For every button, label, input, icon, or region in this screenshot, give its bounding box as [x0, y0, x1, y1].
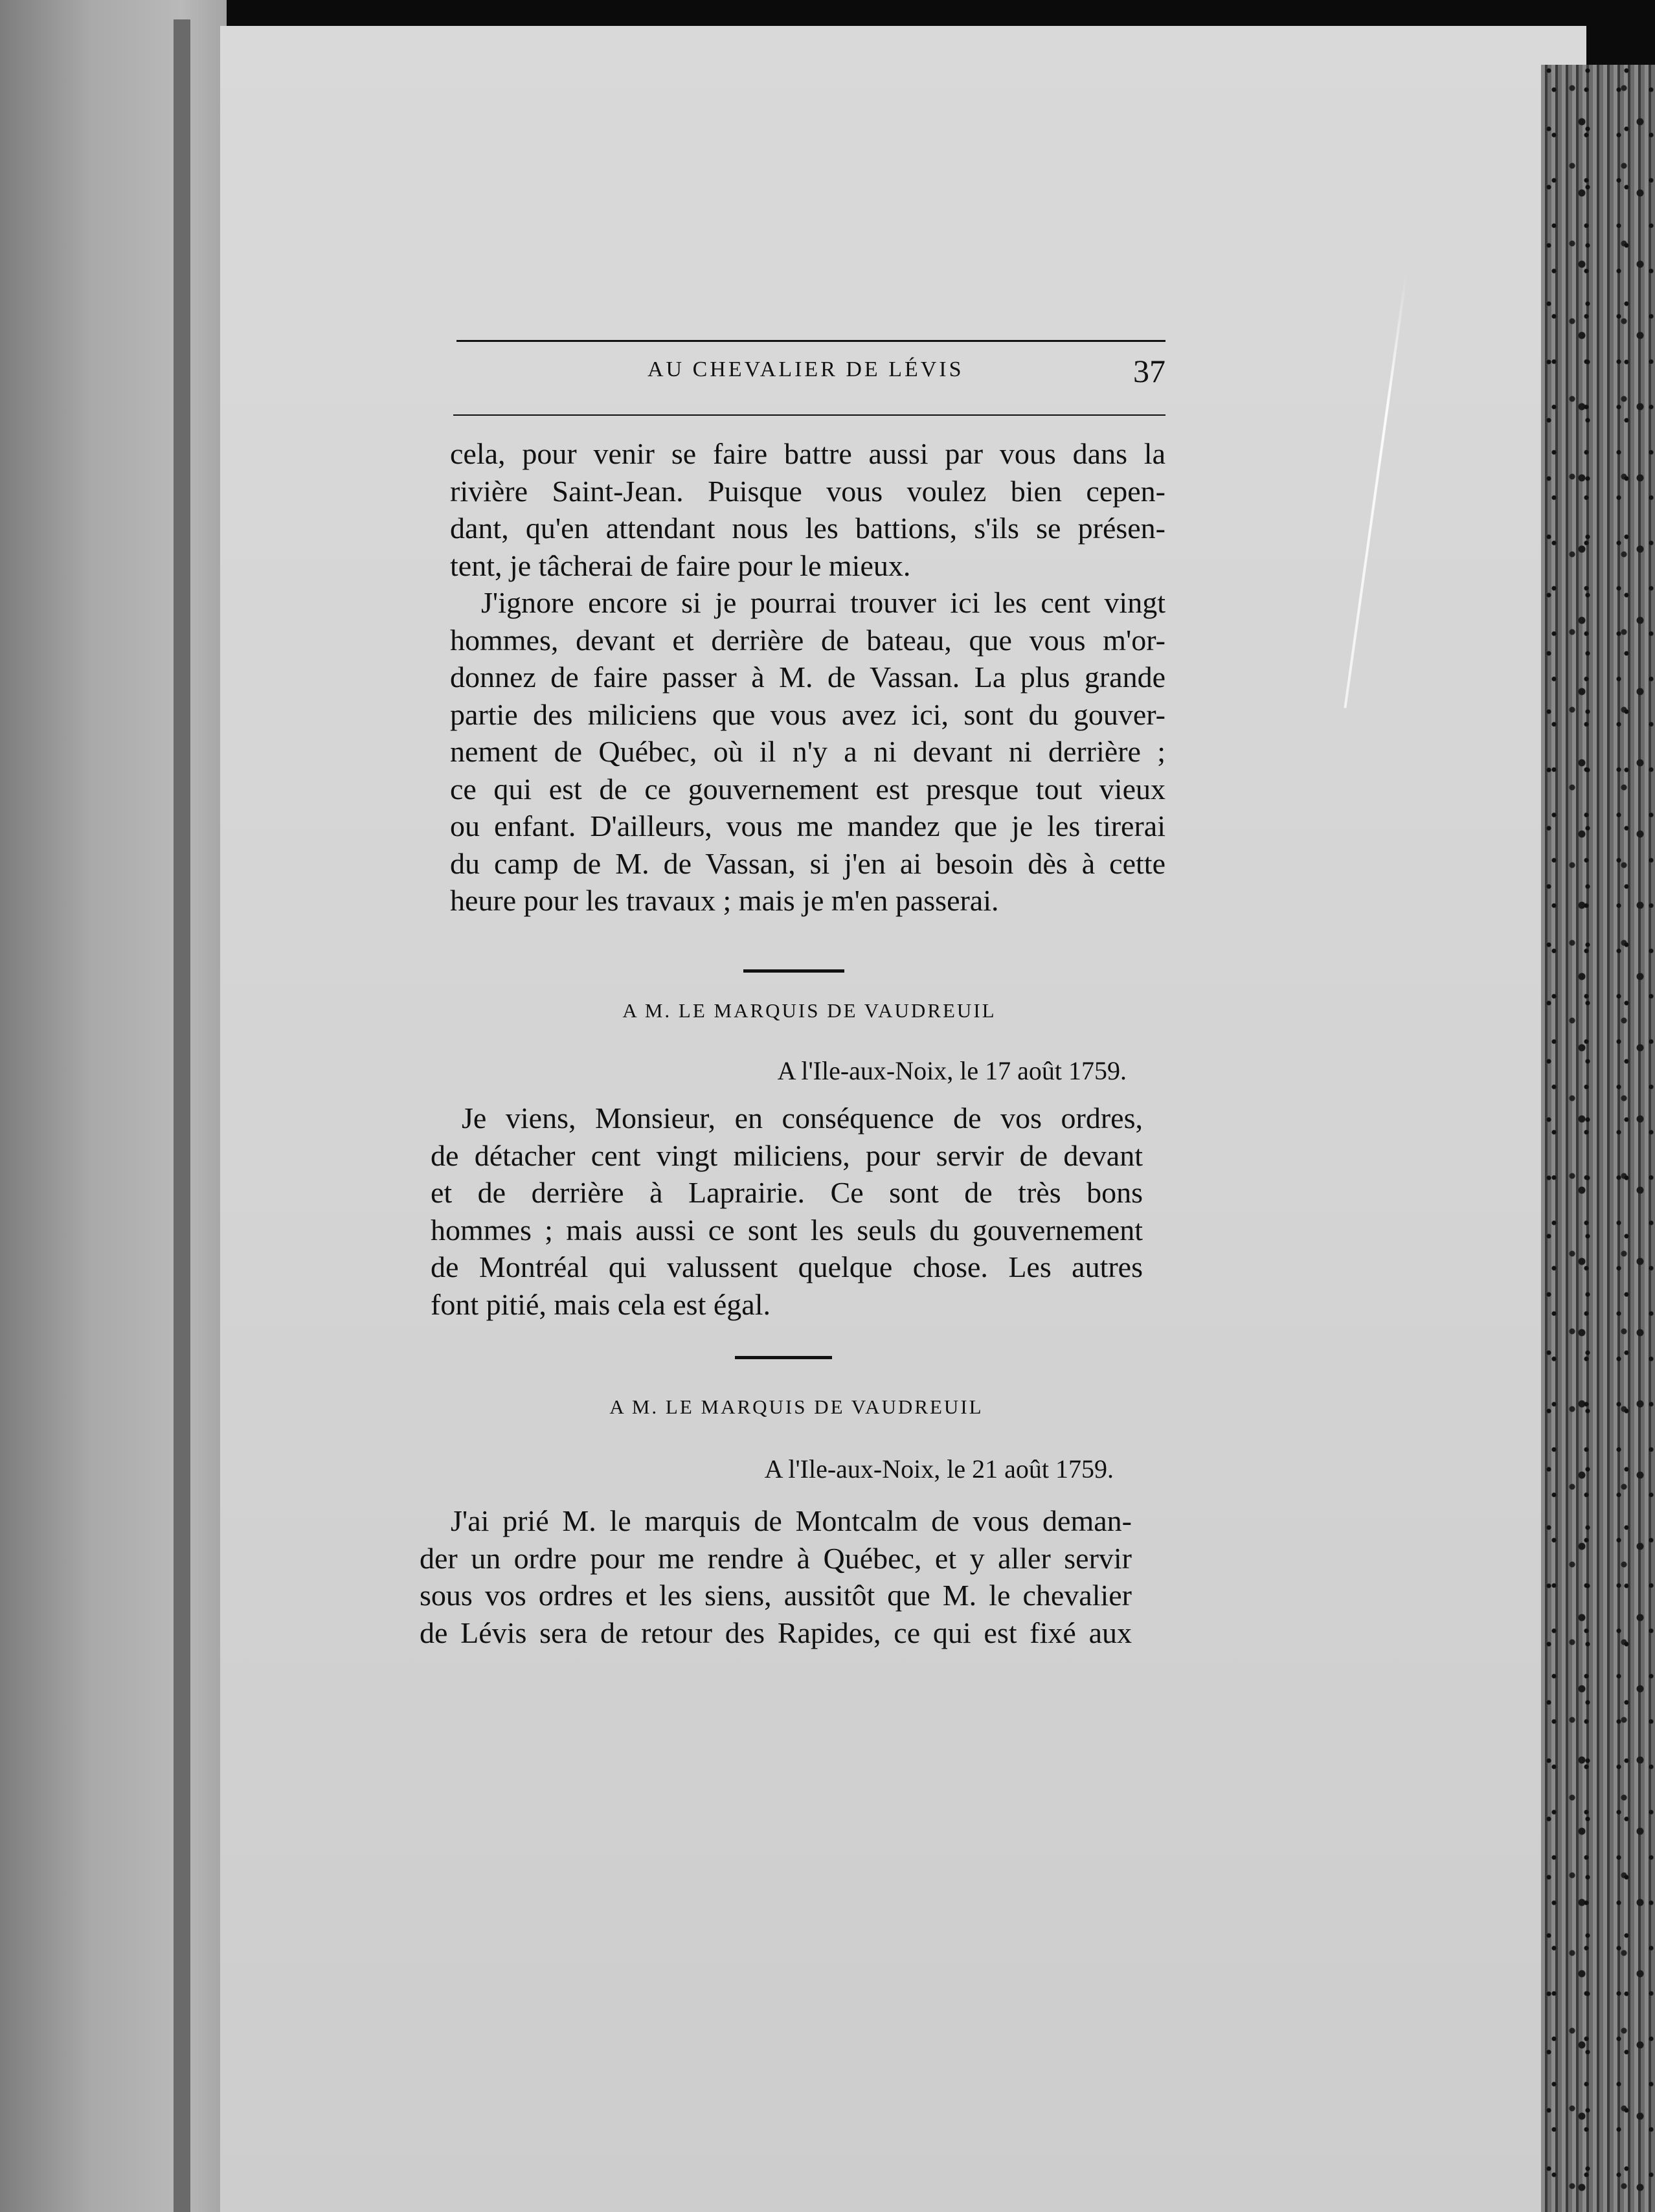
text-line: sous vos ordres et les siens, aussitôt que M. le chevalier — [420, 1579, 1132, 1612]
text-line: nement de Québec, où il n'y a ni devant ni derrière ; — [450, 735, 1165, 768]
text-line: J'ignore encore si je pourrai trouver ici les cent vingt — [481, 586, 1165, 619]
text-line: et de derrière à Laprairie. Ce sont de très bons — [431, 1176, 1143, 1209]
running-title: AU CHEVALIER DE LÉVIS — [647, 357, 964, 381]
left-page-margin — [0, 0, 227, 2212]
section-divider — [743, 969, 844, 973]
text-line: hommes, devant et derrière de bateau, que vous m'or- — [450, 623, 1165, 657]
text-line: der un ordre pour me rendre à Québec, et y aller servir — [420, 1541, 1132, 1575]
header-rule-top — [456, 340, 1165, 342]
text-line: du camp de M. de Vassan, si j'en ai besoin dès à cette — [450, 846, 1165, 880]
page-number: 37 — [1133, 353, 1165, 389]
text-line: cela, pour venir se faire battre aussi par vous dans la — [450, 437, 1165, 470]
text-line: Je viens, Monsieur, en conséquence de vos ordres, — [462, 1101, 1143, 1134]
letter-dateline: A l'Ile-aux-Noix, le 17 août 1759. — [777, 1056, 1127, 1085]
text-line: rivière Saint-Jean. Puisque vous voulez bien cepen- — [450, 474, 1165, 508]
book-spine — [174, 19, 190, 2212]
text-line: de détacher cent vingt miliciens, pour servir de devant — [431, 1138, 1143, 1172]
section-divider — [735, 1356, 832, 1359]
text-line: donnez de faire passer à M. de Vassan. La plus grande — [450, 660, 1165, 694]
text-line: dant, qu'en attendant nous les battions, s'ils se présen- — [450, 512, 1165, 545]
text-line: ce qui est de ce gouvernement est presque tout vieux — [450, 772, 1165, 806]
text-line: heure pour les travaux ; mais je m'en passerai. — [450, 884, 999, 917]
text-line: tent, je tâcherai de faire pour le mieux. — [450, 548, 911, 582]
continuation-text — [450, 435, 1165, 920]
letter-heading: A M. LE MARQUIS DE VAUDREUIL — [609, 1395, 984, 1418]
letter-body — [431, 1100, 1143, 1323]
letter-heading: A M. LE MARQUIS DE VAUDREUIL — [622, 999, 996, 1022]
text-line: font pitié, mais cela est égal. — [431, 1287, 771, 1321]
text-line: J'ai prié M. le marquis de Montcalm de vous deman- — [451, 1504, 1132, 1537]
text-line: ou enfant. D'ailleurs, vous me mandez que je les tirerai — [450, 809, 1165, 842]
text-line: de Lévis sera de retour des Rapides, ce qui est fixé aux — [420, 1616, 1132, 1649]
running-head — [453, 353, 1165, 403]
page-edge-stack — [1541, 65, 1655, 2212]
text-line: de Montréal qui valussent quelque chose. Les autres — [431, 1250, 1143, 1283]
header-rule-bottom — [453, 414, 1165, 416]
text-line: hommes ; mais aussi ce sont les seuls du gouvernement — [431, 1213, 1143, 1247]
letter-body — [420, 1502, 1132, 1651]
letter-dateline: A l'Ile-aux-Noix, le 21 août 1759. — [764, 1454, 1114, 1484]
text-line: partie des miliciens que vous avez ici, sont du gouver- — [450, 697, 1165, 731]
